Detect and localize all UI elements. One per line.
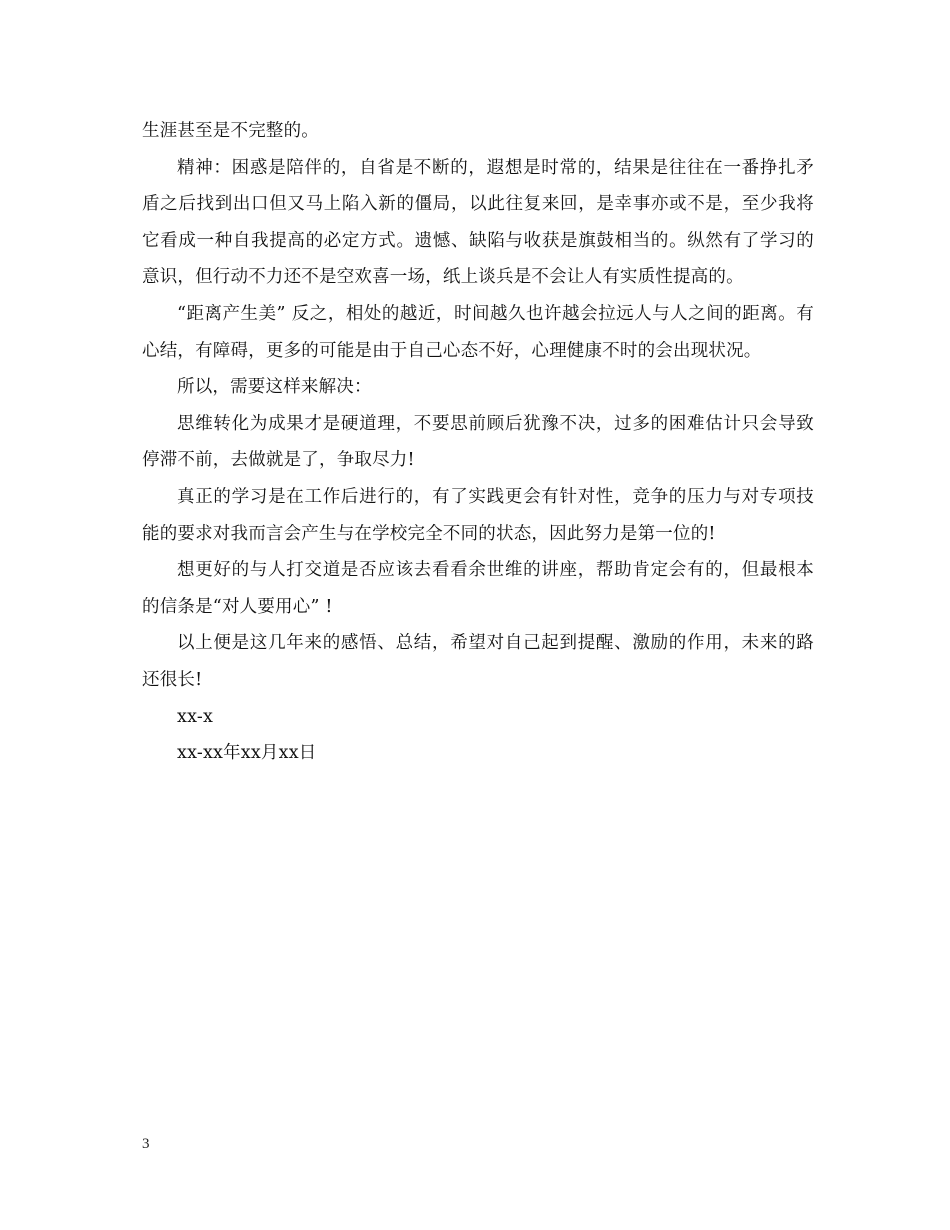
signature-date: xx-xx年xx月xx日: [177, 743, 317, 764]
document-body: [142, 113, 814, 772]
paragraph: 思维转化为成果才是硬道理，不要思前顾后犹豫不决，过多的困难估计只会导致停滞不前，去做就是了，争取尽力!: [142, 413, 814, 471]
page-number: 3: [142, 1136, 150, 1152]
paragraph: 想更好的与人打交道是否应该去看看余世维的讲座，帮助肯定会有的，但最根本的信条是“对人要用心” !: [142, 560, 814, 617]
paragraph: 生涯甚至是不完整的。: [142, 121, 319, 141]
paragraph: “距离产生美” 反之，相处的越近，时间越久也许越会拉远人与人之间的距离。有心结，有障碍，更多的可能是由于自己心态不好，心理健康不时的会出现状况。: [142, 303, 814, 361]
paragraph: 以上便是这几年来的感悟、总结，希望对自己起到提醒、激励的作用，未来的路还很长!: [142, 633, 814, 690]
signature-name: xx-x: [177, 706, 214, 727]
paragraph: 所以，需要这样来解决：: [177, 377, 372, 398]
paragraph: 真正的学习是在工作后进行的，有了实践更会有针对性，竞争的压力与对专项技能的要求对我而言会产生与在学校完全不同的状态，因此努力是第一位的!: [142, 486, 814, 544]
paragraph: 精神：困惑是陪伴的，自省是不断的，遐想是时常的，结果是往往在一番挣扎矛盾之后找到出口但又马上陷入新的僵局，以此往复来回，是幸事亦或不是，至少我将它看成一种自我提高的必定方式。遗憾、缺陷与收获是旗鼓相当的。纵然有了学习的意识，但行动不力还不是空欢喜一场，纸上谈兵是不会让人有实质性提高的。: [142, 157, 814, 288]
